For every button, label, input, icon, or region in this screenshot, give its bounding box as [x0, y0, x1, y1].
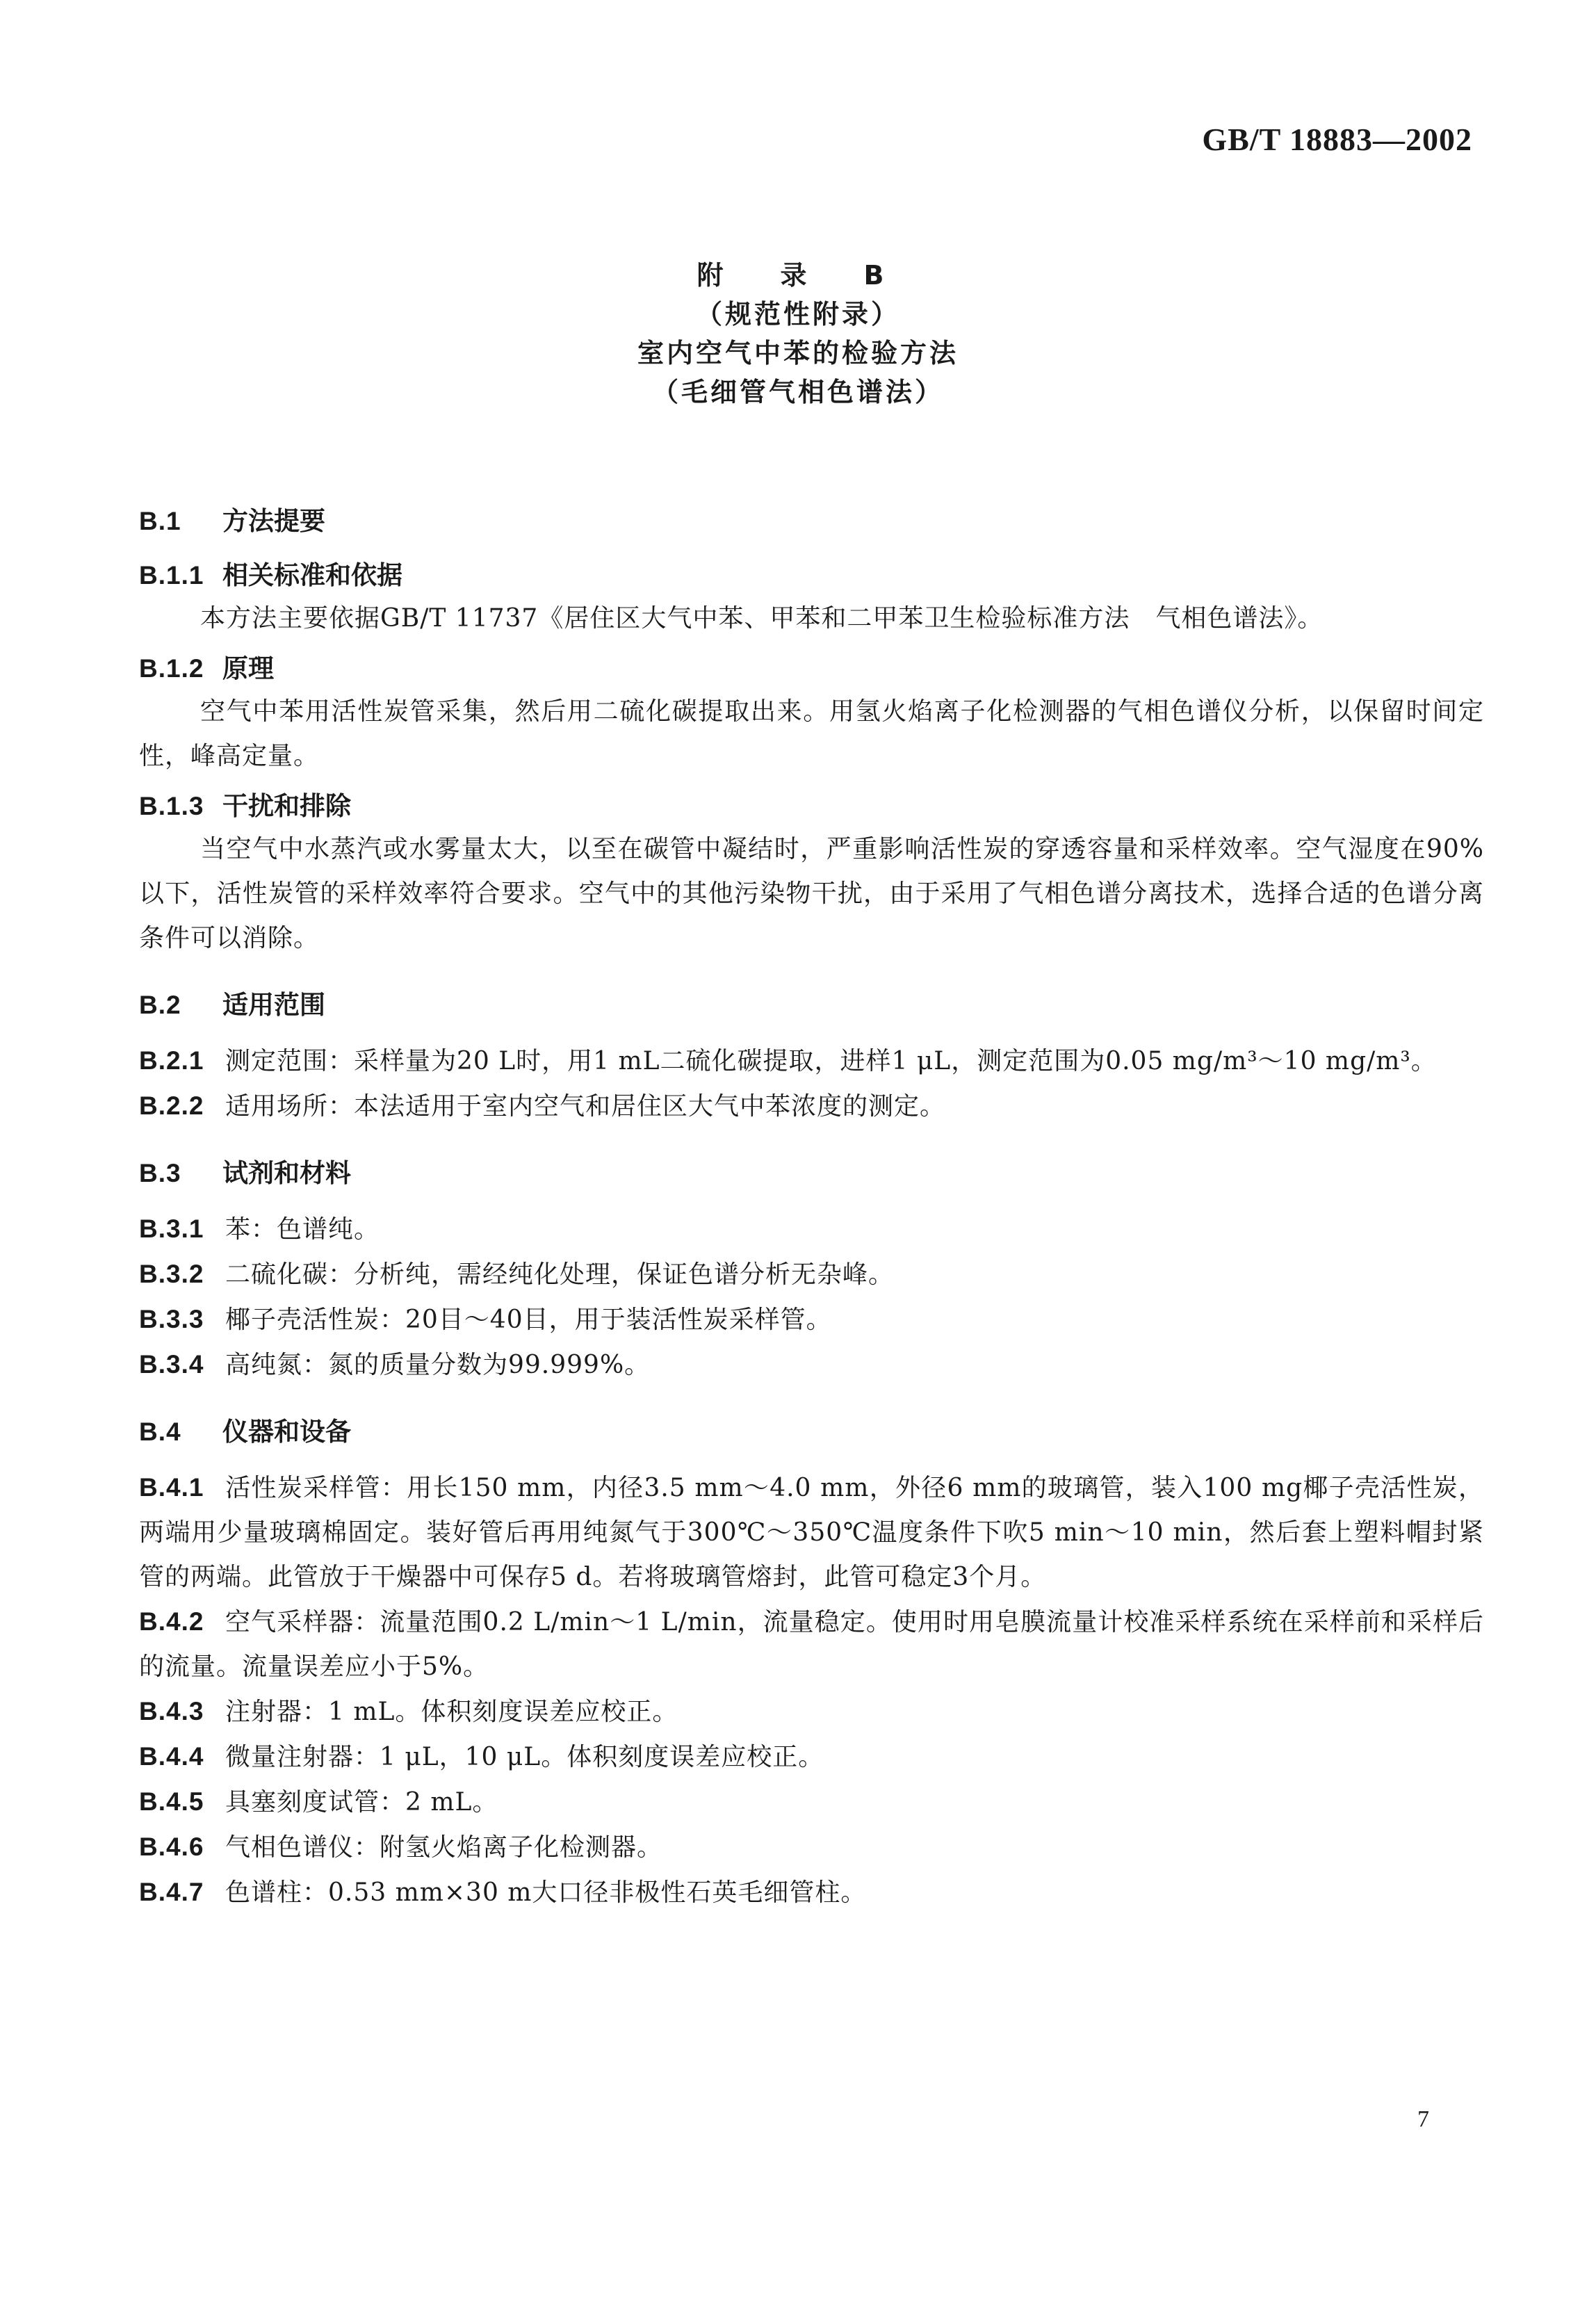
list-item — [139, 1734, 1484, 1780]
paragraph: 本方法主要依据GB/T 11737《居住区大气中苯、甲苯和二甲苯卫生检验标准方法 气相色谱法》。 — [200, 604, 1324, 633]
section-heading — [139, 501, 1484, 542]
subsection-heading — [139, 648, 1484, 690]
item-text: 具塞刻度试管：2 mL。 — [225, 1788, 498, 1817]
subsection-title: 干扰和排除 — [222, 791, 351, 821]
appendix-name: 室内空气中苯的检验方法 — [637, 338, 959, 368]
item-number: B.3.4 — [139, 1350, 204, 1379]
subsection-heading — [139, 786, 1484, 827]
item-number: B.4.7 — [139, 1878, 204, 1906]
list-item — [139, 1039, 1484, 1084]
paragraph: 空气中苯用活性炭管采集，然后用二硫化碳提取出来。用氢火焰离子化检测器的气相色谱仪分析，以保留时间定性，峰高定量。 — [139, 697, 1484, 770]
list-item — [139, 1297, 1484, 1342]
section-heading — [139, 984, 1484, 1026]
item-text: 色谱柱：0.53 mm×30 m大口径非极性石英毛细管柱。 — [225, 1878, 867, 1907]
item-text: 微量注射器：1 μL，10 μL。体积刻度误差应校正。 — [225, 1743, 824, 1771]
list-item — [139, 1600, 1484, 1689]
section-number: B.1 — [139, 507, 181, 535]
subsection-title: 原理 — [222, 653, 274, 683]
list-item — [139, 1689, 1484, 1734]
standard-number: GB/T 18883—2002 — [1202, 122, 1472, 157]
list-item — [139, 1342, 1484, 1388]
appendix-type: （规范性附录） — [695, 299, 900, 330]
list-item — [139, 1084, 1484, 1129]
section-title: 方法提要 — [222, 506, 325, 536]
item-text: 二硫化碳：分析纯，需经纯化处理，保证色谱分析无杂峰。 — [225, 1260, 895, 1289]
appendix-title — [0, 256, 1596, 412]
subsection-number: B.1.1 — [139, 561, 204, 590]
subsection-title: 相关标准和依据 — [222, 560, 402, 590]
list-item — [139, 1252, 1484, 1297]
item-number: B.3.1 — [139, 1214, 204, 1243]
item-number: B.4.6 — [139, 1833, 204, 1861]
item-number: B.3.3 — [139, 1305, 204, 1333]
item-number: B.4.4 — [139, 1742, 204, 1771]
paragraph: 当空气中水蒸汽或水雾量太大，以至在碳管中凝结时，严重影响活性炭的穿透容量和采样效率。空气湿度在90%以下，活性炭管的采样效率符合要求。空气中的其他污染物干扰，由于采用了气相色谱分离技术，选择合适的色谱分离条件可以消除。 — [139, 835, 1484, 952]
item-text: 适用场所：本法适用于室内空气和居住区大气中苯浓度的测定。 — [225, 1092, 946, 1121]
item-text: 注射器：1 mL。体积刻度误差应校正。 — [225, 1698, 678, 1726]
item-number: B.4.1 — [139, 1473, 204, 1502]
section-number: B.3 — [139, 1159, 181, 1187]
page-number: 7 — [1417, 2106, 1429, 2132]
item-number: B.2.1 — [139, 1046, 204, 1075]
item-number: B.4.3 — [139, 1697, 204, 1725]
item-text: 活性炭采样管：用长150 mm，内径3.5 mm～4.0 mm，外径6 mm的玻璃管，装入100 mg椰子壳活性炭，两端用少量玻璃棉固定。装好管后再用纯氮气于300℃～350℃温度条件下吹5 min～10 min，然后套上塑料帽封紧管的两端。此管放于干燥器中可保存5 d。若将玻璃管熔封，此管可稳定3个月。 — [139, 1474, 1484, 1591]
section-heading — [139, 1153, 1484, 1194]
item-text: 气相色谱仪：附氢火焰离子化检测器。 — [225, 1833, 663, 1862]
section-number: B.4 — [139, 1417, 181, 1446]
appendix-method: （毛细管气相色谱法） — [651, 377, 944, 407]
list-item — [139, 1780, 1484, 1825]
list-item — [139, 1207, 1484, 1252]
section-title: 试剂和材料 — [222, 1158, 351, 1188]
item-number: B.4.2 — [139, 1607, 204, 1636]
appendix-label: 附 录 B — [697, 260, 899, 291]
section-heading — [139, 1411, 1484, 1453]
item-text: 高纯氮：氮的质量分数为99.999%。 — [225, 1351, 651, 1379]
subsection-heading — [139, 555, 1484, 596]
list-item — [139, 1825, 1484, 1870]
item-text: 椰子壳活性炭：20目～40目，用于装活性炭采样管。 — [225, 1306, 832, 1334]
subsection-number: B.1.2 — [139, 654, 204, 683]
section-number: B.2 — [139, 991, 181, 1019]
list-item — [139, 1465, 1484, 1600]
section-title: 适用范围 — [222, 990, 325, 1020]
item-number: B.2.2 — [139, 1091, 204, 1120]
item-text: 空气采样器：流量范围0.2 L/min～1 L/min，流量稳定。使用时用皂膜流量计校准采样系统在采样前和采样后的流量。流量误差应小于5%。 — [139, 1608, 1484, 1681]
subsection-number: B.1.3 — [139, 792, 204, 820]
item-text: 苯：色谱纯。 — [225, 1215, 380, 1244]
list-item — [139, 1870, 1484, 1915]
item-text: 测定范围：采样量为20 L时，用1 mL二硫化碳提取，进样1 μL，测定范围为0.05 mg/m³～10 mg/m³。 — [225, 1047, 1437, 1075]
document-body — [139, 501, 1484, 1915]
item-number: B.4.5 — [139, 1787, 204, 1816]
item-number: B.3.2 — [139, 1260, 204, 1288]
section-title: 仪器和设备 — [222, 1417, 351, 1447]
